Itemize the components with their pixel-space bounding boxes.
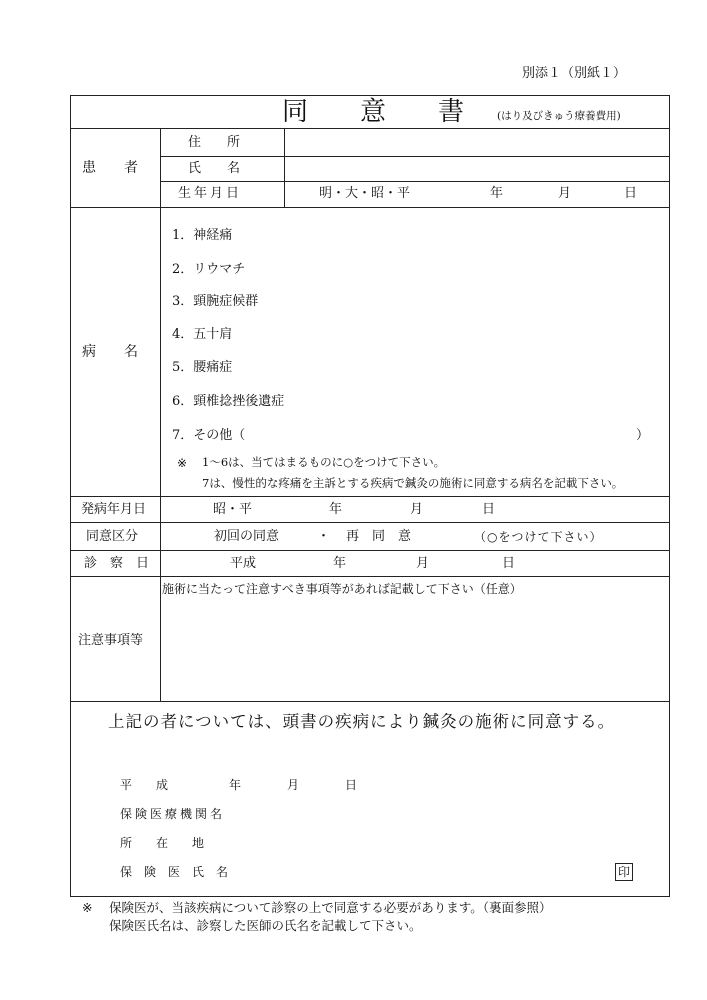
sign-date-year: 年	[229, 778, 242, 792]
exam-day: 日	[502, 556, 516, 571]
exam-era: 平成	[230, 556, 257, 571]
address-label: 住 所	[188, 135, 241, 150]
seal-mark: 印	[615, 863, 633, 881]
consent-hint: （○をつけて下さい）	[474, 530, 603, 544]
institution-label: 保険医療機関名	[120, 807, 226, 821]
disease-item[interactable]: 3．頸腕症候群	[172, 294, 259, 309]
disease-item[interactable]: 2．リウマチ	[172, 262, 246, 277]
onset-field[interactable]	[161, 497, 668, 521]
onset-day: 日	[482, 502, 496, 517]
notes-hint: 施術に当たって注意すべき事項等があれば記載して下さい（任意）	[162, 582, 522, 596]
sign-date-era: 平 成	[120, 778, 169, 792]
footer-mark: ※	[82, 900, 93, 915]
note-mark: ※	[177, 456, 188, 470]
birthdate-month: 月	[558, 186, 572, 201]
onset-year: 年	[329, 502, 343, 517]
notes-field[interactable]	[161, 600, 668, 700]
footer-note-2: 保険医氏名は、診察した医師の氏名を記載して下さい。	[109, 918, 422, 933]
exam-year: 年	[333, 556, 347, 571]
consent-separator: ・	[317, 529, 331, 544]
patient-section-label: 患 者	[82, 160, 138, 176]
disease-item[interactable]: 1．神経痛	[172, 228, 233, 243]
onset-month: 月	[410, 502, 424, 517]
consent-again-option[interactable]: 再 同 意	[346, 529, 412, 544]
disease-section-label: 病 名	[82, 344, 138, 360]
birthdate-day: 日	[624, 186, 638, 201]
birthdate-year: 年	[490, 186, 504, 201]
institution-field[interactable]	[250, 804, 630, 824]
footer-note-1: 保険医が、当該疾病について診察の上で同意する必要があります。（裏面参照）	[109, 900, 552, 915]
sign-date-month: 月	[287, 778, 300, 792]
location-label: 所 在 地	[120, 836, 205, 850]
birthdate-eras: 明・大・昭・平	[319, 186, 411, 201]
consent-first-option[interactable]: 初回の同意	[214, 529, 280, 544]
other-disease-field[interactable]	[262, 425, 632, 445]
onset-label: 発病年月日	[81, 502, 147, 517]
exam-date-label: 診 察 日	[84, 556, 150, 571]
name-field[interactable]	[285, 157, 668, 180]
notes-label: 注意事項等	[78, 633, 144, 648]
doctor-name-field[interactable]	[250, 862, 610, 882]
doctor-name-label: 保 険 医 氏 名	[120, 865, 229, 879]
disease-note-1: 1～6は、当てはまるものに○をつけて下さい。	[202, 455, 446, 469]
address-field[interactable]	[285, 129, 668, 155]
sign-date-day: 日	[345, 778, 358, 792]
birthdate-field[interactable]	[285, 182, 668, 206]
disease-note-2: 7は、慢性的な疼痛を主訴とする疾病で鍼灸の施術に同意する病名を記載下さい。	[202, 476, 624, 490]
form-title: 同 意 書	[282, 97, 465, 127]
exam-date-field[interactable]	[161, 551, 668, 575]
disease-item-other[interactable]: 7．その他（	[172, 428, 246, 443]
other-close-paren: ）	[636, 428, 650, 443]
exam-month: 月	[416, 556, 430, 571]
consent-type-label: 同意区分	[86, 529, 139, 544]
disease-item[interactable]: 6．頸椎捻挫後遺症	[172, 394, 285, 409]
annex-label: 別添１（別紙１）	[522, 66, 627, 81]
name-label: 氏 名	[188, 161, 241, 176]
onset-eras: 昭・平	[213, 502, 253, 517]
form-subtitle: (はり及びきゅう療養費用)	[497, 110, 621, 122]
birthdate-label: 生年月日	[178, 186, 243, 201]
location-field[interactable]	[250, 833, 630, 853]
disease-item[interactable]: 4．五十肩	[172, 327, 233, 342]
disease-item[interactable]: 5．腰痛症	[172, 360, 233, 375]
consent-statement: 上記の者については、頭書の疾病により鍼灸の施術に同意する。	[108, 712, 616, 731]
